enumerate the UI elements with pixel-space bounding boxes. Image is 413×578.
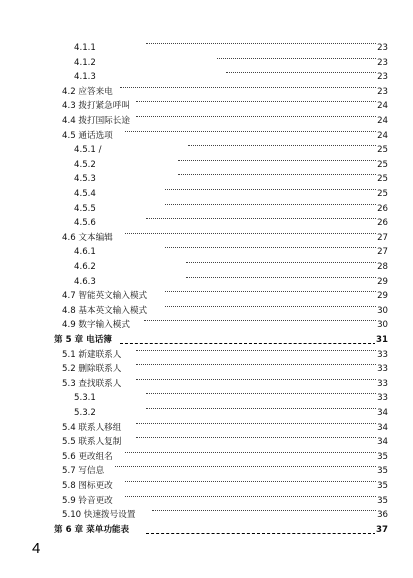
toc-dot-leader: [226, 71, 376, 73]
toc-entry-label: 5.2 删除联系人: [62, 364, 122, 375]
toc-entry-label: 5.7 写信息: [62, 466, 105, 477]
toc-dot-leader: [165, 305, 376, 307]
toc-entry-page: 26: [377, 218, 388, 229]
toc-entry: [0, 203, 388, 216]
toc-entry-page: 24: [377, 116, 388, 126]
toc-chapter-entry: [0, 524, 388, 537]
toc-entry: [0, 305, 388, 318]
toc-entry-page: 35: [377, 481, 388, 491]
toc-entry-page: 33: [377, 393, 388, 404]
toc-dot-leader: [146, 392, 376, 394]
toc-dot-leader: [125, 130, 376, 132]
toc-entry-page: 30: [377, 320, 388, 331]
toc-entry-label: 5.3 查找联系人: [62, 378, 122, 389]
toc-entry-label: 5.9 铃音更改: [62, 495, 113, 506]
toc-entry: [0, 319, 388, 332]
toc-dot-leader: [178, 173, 376, 175]
toc-entry-label: 4.1.3: [74, 72, 96, 83]
toc-dot-leader: [146, 42, 376, 44]
toc-entry: [0, 71, 388, 84]
toc-entry-label: 4.7 智能英文输入模式: [62, 291, 148, 302]
toc-entry: [0, 188, 388, 201]
toc-entry-page: 24: [377, 101, 388, 112]
toc-entry-page: 23: [377, 57, 388, 68]
toc-dot-leader: [120, 342, 376, 344]
toc-dot-leader: [165, 203, 376, 205]
page-number: 4: [32, 540, 41, 557]
toc-entry: [0, 363, 388, 376]
toc-entry-page: 34: [377, 408, 388, 418]
toc-dot-leader: [136, 115, 376, 117]
toc-entry-label: 5.5 联系人复制: [62, 437, 122, 448]
toc-dot-leader: [115, 465, 376, 467]
toc-entry-page: 31: [376, 335, 388, 345]
toc-entry-label: 5.8 图标更改: [62, 481, 113, 491]
toc-dot-leader: [125, 495, 376, 497]
toc-dot-leader: [178, 159, 376, 161]
toc-entry-label: 4.6 文本编辑: [62, 232, 113, 243]
toc-entry: [0, 57, 388, 70]
toc-entry-label: 4.5.5: [74, 203, 96, 214]
toc-dot-leader: [125, 480, 376, 482]
toc-entry-page: 25: [377, 159, 388, 170]
toc-entry: [0, 349, 388, 362]
toc-entry-page: 33: [377, 378, 388, 389]
toc-entry-page: 25: [377, 145, 388, 156]
toc-entry-label: 4.9 数字输入模式: [62, 320, 130, 331]
toc-dot-leader: [146, 532, 376, 534]
toc-entry-page: 35: [377, 466, 388, 477]
toc-dot-leader: [136, 436, 376, 438]
toc-dot-leader: [217, 57, 376, 59]
toc-entry-label: 4.5.2: [74, 159, 96, 170]
toc-entry-label: 5.1 新建联系人: [62, 349, 122, 360]
toc-entry-label: 4.5 通话选项: [62, 130, 113, 141]
toc-entry: [0, 159, 388, 172]
toc-entry: [0, 86, 388, 99]
toc-entry-label: 4.5.3: [74, 174, 96, 185]
toc-entry: [0, 422, 388, 435]
toc-entry-label: 4.5.1 /: [74, 145, 102, 156]
toc-entry-label: 4.1.1: [74, 43, 96, 53]
toc-entry-label: 5.10 快速拨号设置: [62, 510, 136, 521]
toc-dot-leader: [165, 290, 376, 292]
toc-entry: [0, 276, 388, 289]
toc-entry-page: 23: [377, 72, 388, 83]
toc-dot-leader: [125, 451, 376, 453]
toc-dot-leader: [188, 144, 376, 146]
toc-entry: [0, 42, 388, 55]
toc-entry-page: 26: [377, 203, 388, 214]
toc-dot-leader: [186, 276, 376, 278]
toc-entry-page: 34: [377, 422, 388, 433]
toc-entry: [0, 217, 388, 230]
toc-dot-leader: [186, 261, 376, 263]
toc-entry-page: 30: [377, 305, 388, 316]
toc-entry-page: 27: [377, 232, 388, 243]
toc-entry: [0, 290, 388, 303]
toc-entry-label: 5.6 更改组名: [62, 451, 113, 462]
toc-dot-leader: [165, 188, 376, 190]
toc-entry-label: 4.6.3: [74, 276, 96, 287]
toc-entry-page: 35: [377, 495, 388, 506]
toc-entry-label: 4.5.4: [74, 189, 96, 199]
toc-entry-label: 4.5.6: [74, 218, 96, 229]
toc-entry: [0, 144, 388, 157]
toc-dot-leader: [152, 509, 376, 511]
toc-entry: [0, 115, 388, 128]
toc-entry-label: 第 6 章 菜单功能表: [54, 524, 130, 535]
toc-dot-leader: [120, 86, 376, 88]
toc-entry: [0, 100, 388, 113]
toc-entry-page: 23: [377, 43, 388, 53]
toc-entry: [0, 451, 388, 464]
toc-entry-page: 29: [377, 291, 388, 302]
toc-entry-page: 23: [377, 86, 388, 97]
toc-entry: [0, 392, 388, 405]
toc-entry-page: 24: [377, 130, 388, 141]
toc-entry: [0, 436, 388, 449]
toc-entry-label: 4.2 应答来电: [62, 86, 113, 97]
toc-entry-page: 37: [376, 524, 388, 535]
toc-entry-label: 4.6.1: [74, 247, 96, 258]
toc-entry-page: 35: [377, 451, 388, 462]
toc-entry-label: 4.8 基本英文输入模式: [62, 305, 148, 316]
toc-entry-page: 33: [377, 364, 388, 375]
toc-dot-leader: [125, 232, 376, 234]
toc-entry: [0, 246, 388, 259]
toc-entry: [0, 232, 388, 245]
toc-entry-label: 5.3.1: [74, 393, 96, 404]
toc-dot-leader: [136, 378, 376, 380]
toc-entry-label: 5.4 联系人移组: [62, 422, 122, 433]
toc-entry-page: 28: [377, 262, 388, 272]
toc-entry-page: 25: [377, 174, 388, 185]
toc-entry-page: 29: [377, 276, 388, 287]
toc-dot-leader: [136, 363, 376, 365]
toc-entry-page: 33: [377, 349, 388, 360]
toc-dot-leader: [136, 100, 376, 102]
toc-dot-leader: [146, 217, 376, 219]
toc-dot-leader: [165, 246, 376, 248]
toc-entry: [0, 378, 388, 391]
toc-entry: [0, 509, 388, 522]
toc-dot-leader: [144, 319, 376, 321]
toc-entry-page: 27: [377, 247, 388, 258]
toc-entry: [0, 480, 388, 493]
toc-entry: [0, 173, 388, 186]
toc-dot-leader: [136, 422, 376, 424]
toc-entry: [0, 407, 388, 420]
toc-entry-page: 25: [377, 189, 388, 199]
toc-entry: [0, 261, 388, 274]
toc-entry: [0, 130, 388, 143]
toc-dot-leader: [146, 407, 376, 409]
toc-entry-label: 4.6.2: [74, 262, 96, 272]
toc-entry-label: 第 5 章 电话簿: [54, 335, 112, 345]
toc-dot-leader: [136, 349, 376, 351]
toc-entry-label: 4.4 拨打国际长途: [62, 116, 130, 126]
toc-entry-page: 34: [377, 437, 388, 448]
toc-entry-label: 4.1.2: [74, 57, 96, 68]
toc-entry-label: 5.3.2: [74, 408, 96, 418]
toc-chapter-entry: [0, 334, 388, 347]
toc-entry-label: 4.3 拨打紧急呼叫: [62, 101, 130, 112]
toc-entry: [0, 495, 388, 508]
toc-entry-page: 36: [377, 510, 388, 521]
toc-entry: [0, 465, 388, 478]
